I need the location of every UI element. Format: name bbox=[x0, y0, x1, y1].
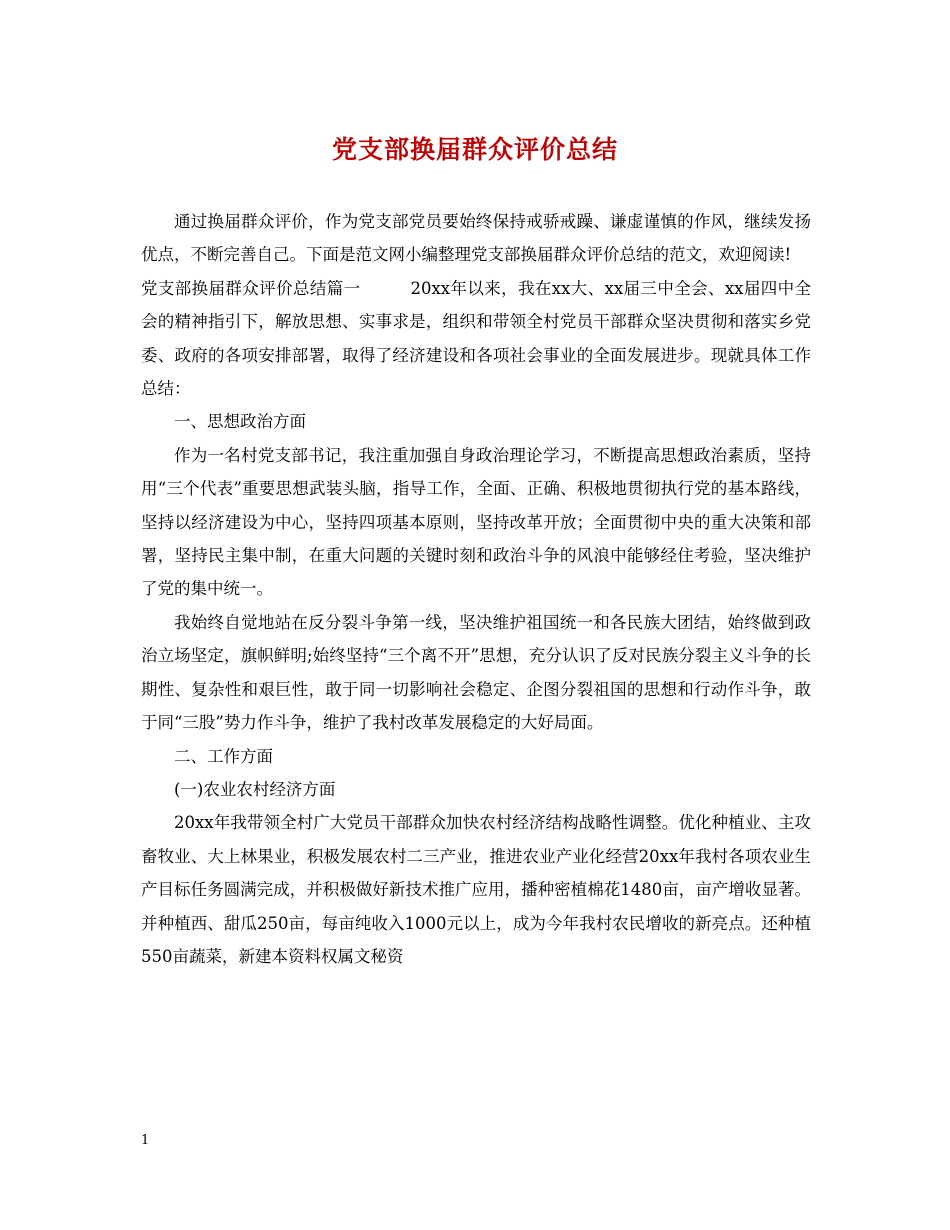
paragraph-political-2: 我始终自觉地站在反分裂斗争第一线，坚决维护祖国统一和各民族大团结，始终做到政治立场坚定，旗帜鲜明;始终坚持“三个离不开”思想，充分认识了反对民族分裂主义斗争的长期性、复杂性和艰巨性，敢于同一切影响社会稳定、企图分裂祖国的思想和行动作斗争，敢于同“三股”势力作斗争，维护了我村改革发展稳定的大好局面。 bbox=[141, 612, 811, 733]
subheading-agriculture: (一)农业农村经济方面 bbox=[174, 779, 336, 799]
section-label: 党支部换届群众评价总结篇一 bbox=[141, 278, 361, 298]
section-paragraph bbox=[141, 272, 811, 406]
document-title: 党支部换届群众评价总结 bbox=[331, 135, 618, 164]
heading-work: 二、工作方面 bbox=[174, 746, 273, 766]
heading-political: 一、思想政治方面 bbox=[174, 412, 306, 432]
page-number: 1 bbox=[141, 1133, 150, 1148]
intro-paragraph: 通过换届群众评价，作为党支部党员要始终保持戒骄戒躁、谦虚谨慎的作风，继续发扬优点，不断完善自己。下面是范文网小编整理党支部换届群众评价总结的范文，欢迎阅读! bbox=[141, 212, 811, 265]
document-body bbox=[141, 205, 811, 973]
paragraph-agriculture: 20xx年我带领全村广大党员干部群众加快农村经济结构战略性调整。优化种植业、主攻畜牧业、大上林果业，积极发展农村二三产业，推进农业产业化经营20xx年我村各项农业生产目标任务圆满完成，并积极做好新技术推广应用，播种密植棉花1480亩，亩产增收显著。并种植西、甜瓜250亩，每亩纯收入1000元以上，成为今年我村农民增收的新亮点。还种植550亩蔬菜，新建本资料权属文秘资 bbox=[141, 813, 811, 966]
paragraph-political-1: 作为一名村党支部书记，我注重加强自身政治理论学习，不断提高思想政治素质，坚持用“三个代表”重要思想武装头脑，指导工作，全面、正确、积极地贯彻执行党的基本路线，坚持以经济建设为中心，坚持四项基本原则，坚持改革开放；全面贯彻中央的重大决策和部署，坚持民主集中制，在重大问题的关键时刻和政治斗争的风浪中能够经住考验，坚决维护了党的集中统一。 bbox=[141, 445, 811, 599]
section-text: 20xx年以来，我在xx大、xx届三中全会、xx届四中全会的精神指引下，解放思想、实事求是，组织和带领全村党员干部群众坚决贯彻和落实乡党委、政府的各项安排部署，取得了经济建设和各项社会事业的全面发展进步。现就具体工作总结： bbox=[141, 278, 811, 399]
